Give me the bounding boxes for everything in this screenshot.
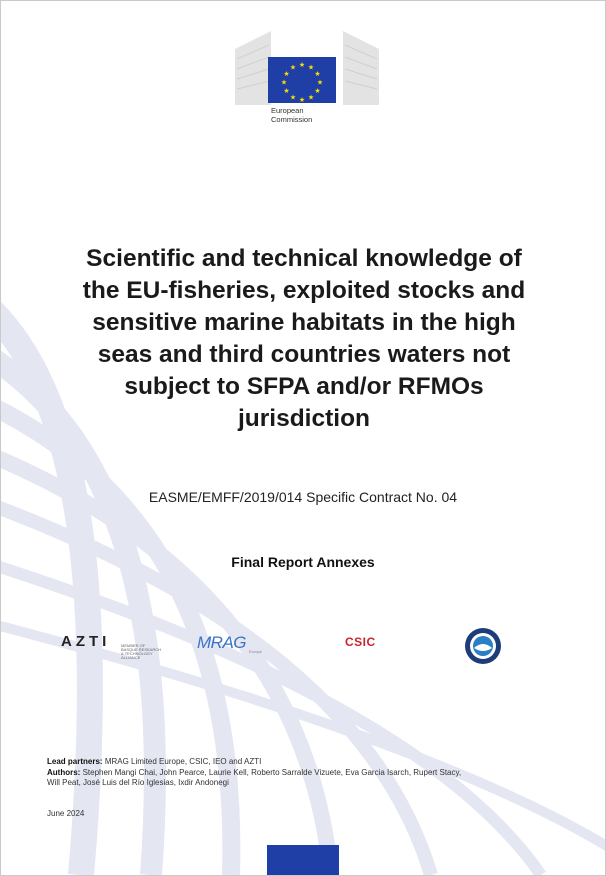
report-title — [31, 243, 577, 435]
credits-block — [47, 757, 597, 789]
publisher-name-line2: Commission — [271, 115, 313, 124]
azti-logo — [61, 633, 161, 663]
mrag-logo-text: MRAG — [197, 633, 246, 652]
svg-text:★: ★ — [289, 93, 297, 102]
svg-text:★: ★ — [314, 87, 321, 95]
svg-text:★: ★ — [283, 87, 290, 95]
authors-line-2: Will Peat, José Luis del Río Iglesias, Ixdir Andonegi — [47, 778, 229, 787]
svg-text:★: ★ — [314, 70, 321, 78]
csic-logo — [345, 633, 405, 663]
svg-text:★: ★ — [307, 93, 315, 102]
contract-number: EASME/EMFF/2019/014 Specific Contract No. 04 — [148, 489, 458, 505]
lead-partners-value: MRAG Limited Europe, CSIC, IEO and AZTI — [104, 757, 262, 766]
authors-value: Stephen Mangi Chai, John Pearce, Laurie Kell, Roberto Sarralde Vizuete, Eva Garcia Isarch, Rupert Stacy, — [82, 767, 462, 777]
svg-text:★: ★ — [316, 78, 324, 87]
title-line: the EU-fisheries, exploited stocks and — [82, 277, 526, 304]
title-line: subject to SFPA and/or RFMOs — [124, 373, 484, 400]
lead-partners-line — [47, 757, 597, 768]
publication-date: June 2024 — [47, 809, 85, 818]
ieo-emblem-icon — [463, 626, 503, 666]
authors-line — [47, 768, 597, 779]
title-line: Scientific and technical knowledge of — [86, 245, 522, 272]
authors-label: Authors: — [47, 767, 81, 777]
svg-text:★: ★ — [289, 63, 297, 72]
svg-text:★: ★ — [298, 96, 306, 104]
title-line: jurisdiction — [237, 405, 371, 432]
csic-logo-text: CSIC — [345, 635, 376, 649]
report-subtitle: Final Report Annexes — [231, 554, 375, 570]
svg-text:★: ★ — [283, 70, 290, 78]
azti-logo-text: AZTI — [61, 633, 111, 650]
mrag-logo — [197, 633, 267, 663]
title-line: seas and third countries waters not — [97, 341, 511, 368]
lead-partners-label: Lead partners: — [47, 757, 103, 766]
publisher-name-line1: European — [271, 106, 304, 115]
title-line: sensitive marine habitats in the high — [92, 309, 516, 336]
svg-text:★: ★ — [298, 61, 306, 69]
svg-text:★: ★ — [307, 63, 315, 72]
svg-text:★: ★ — [280, 78, 288, 87]
azti-tagline: MEMBER OF BASQUE RESEARCH & TECHNOLOGY ALLIANCE — [121, 643, 162, 660]
mrag-tagline: Europe — [249, 649, 262, 654]
publisher-name — [271, 106, 312, 124]
eu-flag-footer-block — [267, 845, 339, 875]
